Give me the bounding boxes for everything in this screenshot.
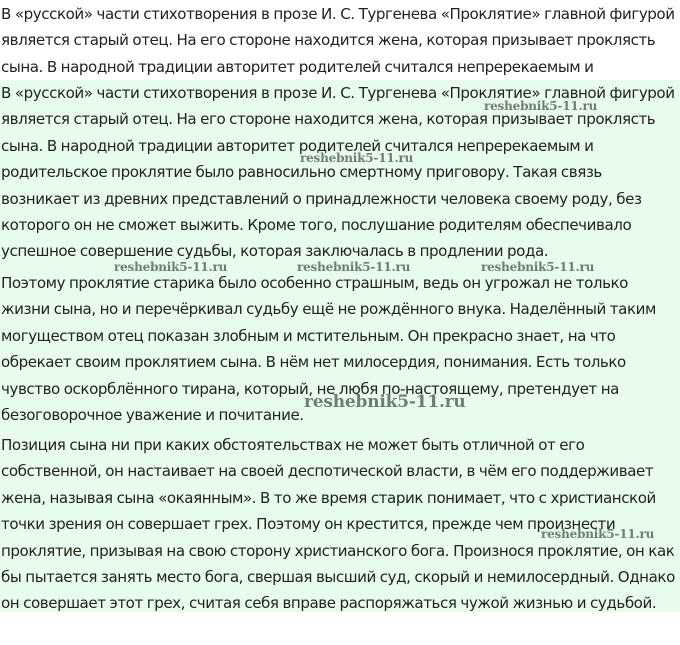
snippet-line: сына. В народной традиции авторитет родителей считался непререкаемым и xyxy=(1,57,594,76)
watermark-text: reshebnik5-11.ru xyxy=(300,151,414,165)
paragraph-line: В «русской» части стихотворения в прозе И. С. Тургенева «Проклятие» главной фигурой xyxy=(1,84,675,102)
watermark-text: reshebnik5-11.ru xyxy=(114,260,228,274)
paragraph-line: Позиция сына ни при каких обстоятельствах не может быть отличной от его xyxy=(1,436,585,454)
paragraph-line: обрекает своим проклятием сына. В нём нет милосердия, понимания. Есть только xyxy=(1,353,626,372)
snippet-line: В «русской» части стихотворения в прозе И. С. Тургенева «Проклятие» главной фигурой xyxy=(1,5,675,23)
paragraph-line: собственной, он настаивает на своей деспотической власти, в чём его поддерживает xyxy=(1,462,654,481)
paragraph-line: которого он не сможет выжить. Кроме того, послушание родителям обеспечивало xyxy=(1,215,632,234)
paragraph-line: он совершает этот грех, считая себя вправе распоряжаться чужой жизнью и судьбой. xyxy=(1,594,657,613)
paragraph-line: жена, называя сына «окаянным». В то же время старик понимает, что с христианской xyxy=(1,488,656,507)
snippet-line: является старый отец. На его стороне находится жена, которая призывает проклясть xyxy=(1,31,656,50)
paragraph-line: точки зрения он совершает грех. Поэтому он крестится, прежде чем произнести xyxy=(1,515,616,534)
paragraph-line: является старый отец. На его стороне находится жена, которая призывает проклясть xyxy=(1,110,656,129)
paragraph-line: жизни сына, но и перечёркивал судьбу ещё не рождённого внука. Наделённый таким xyxy=(1,300,656,319)
paragraph-line: проклятие, призывая на свою сторону христианского бога. Произнося проклятие, он как xyxy=(1,541,675,560)
watermark-text: reshebnik5-11.ru xyxy=(297,260,411,274)
paragraph-line: могуществом отец показан злобным и мстительным. Он прекрасно знает, на что xyxy=(1,326,616,345)
paragraph-line: сына. В народной традиции авторитет родителей считался непререкаемым и xyxy=(1,136,594,155)
preview-snippet xyxy=(0,1,680,80)
watermark-text: reshebnik5-11.ru xyxy=(481,260,595,274)
paragraph-line: успешное совершение судьбы, которая заключалась в продлении рода. xyxy=(1,242,549,261)
paragraph-line: Поэтому проклятие старика было особенно страшным, ведь он угрожал не только xyxy=(1,274,628,292)
watermark-text: reshebnik5-11.ru xyxy=(541,527,655,541)
watermark-text: reshebnik5-11.ru xyxy=(484,99,598,113)
paragraph-line: родительское проклятие было равносильно смертному приговору. Такая связь xyxy=(1,163,602,182)
paragraph-line: безоговорочное уважение и почитание. xyxy=(1,405,304,424)
article-paragraph xyxy=(0,432,680,617)
paragraph-line: чувство оскорблённого тирана, который, не любя по-настоящему, претендует на xyxy=(1,379,619,398)
watermark-text: reshebnik5-11.ru xyxy=(304,392,466,412)
paragraph-line: возникает из древних представлений о принадлежности человека своему роду, без xyxy=(1,189,642,208)
paragraph-line: бы пытается занять место бога, свершая высший суд, скорый и немилосердный. Однако xyxy=(1,567,675,586)
